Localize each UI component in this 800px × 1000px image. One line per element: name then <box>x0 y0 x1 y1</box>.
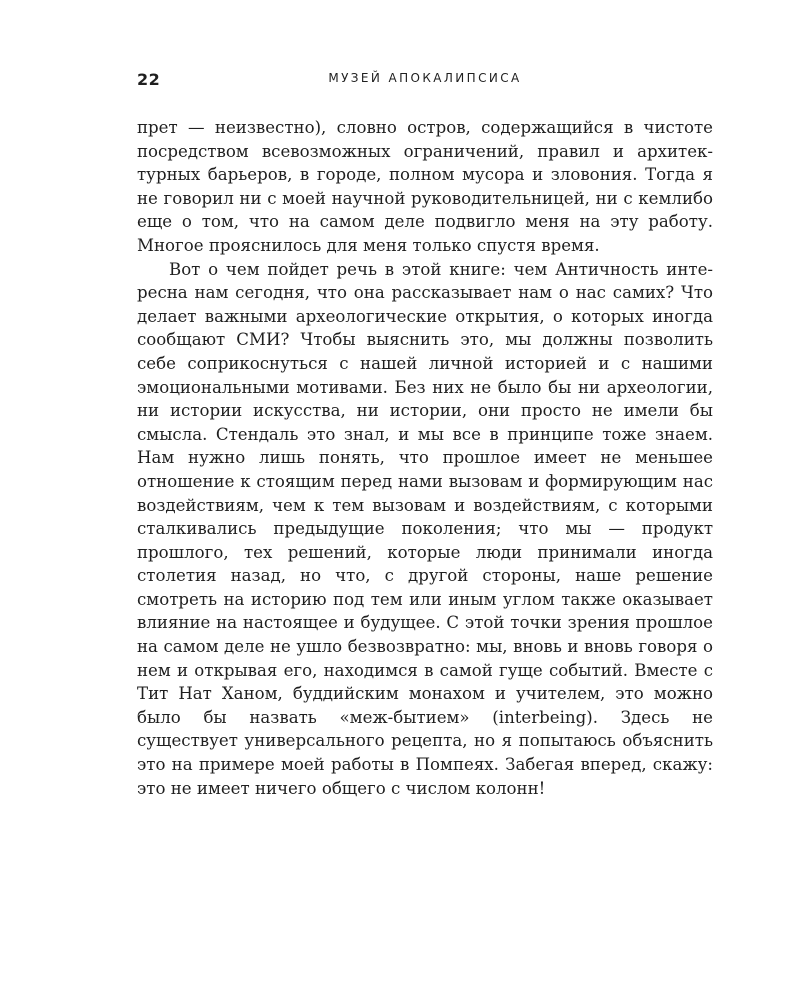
page-number: 22 <box>137 70 161 89</box>
body-text <box>137 116 713 800</box>
paragraph-2: Вот о чем пойдет речь в этой книге: чем Античность интересна нам сегодня, что она рассказывает нам о нас самих? Что делает важными археологические открытия, о которых иногда сообщают СМИ? Чтобы выяснить это, мы должны позволить себе соприкоснуться с нашей личной историей и с нашими эмоциональными мотивами. Без них не было бы ни археологии, ни истории искусства, ни истории, они просто не имели бы смысла. Стендаль это знал, и мы все в принципе тоже знаем. Нам нужно лишь понять, что прошлое имеет не меньшее отношение к стоящим перед нами вызовам и формирующим нас воздействиям, чем к тем вызовам и воздействиям, с которыми сталкивались предыдущие поколения; что мы — продукт прошлого, тех решений, которые люди принимали иногда столетия назад, но что, с другой стороны, наше решение смотреть на историю под тем или иным углом также оказывает влияние на настоящее и будущее. С этой точки зрения прошлое на самом деле не ушло безвозвратно: мы, вновь и вновь говоря о нем и открывая его, находимся в самой гуще событий. Вместе с Тит Нат Ханом, буддийским монахом и учителем, это можно было бы назвать «меж-бытием» (interbeing). Здесь не существует универсального рецепта, но я попытаюсь объяснить это на примере моей работы в Помпеях. Забегая вперед, скажу: это не имеет ничего общего с числом колонн! <box>137 259 713 798</box>
running-title: МУЗЕЙ АПОКАЛИПСИСА <box>328 71 522 85</box>
page-header <box>137 70 713 96</box>
paragraph-1: прет — неизвестно), словно остров, содержащийся в чистоте посредством всевозможных ограничений, правил и архитектурных барьеров, в городе, полном мусора и зловония. Тогда я не говорил ни с моей научной руководительницей, ни с кемлибо еще о том, что на самом деле подвигло меня на эту работу. Многое прояснилось для меня только спустя время. <box>137 118 713 255</box>
